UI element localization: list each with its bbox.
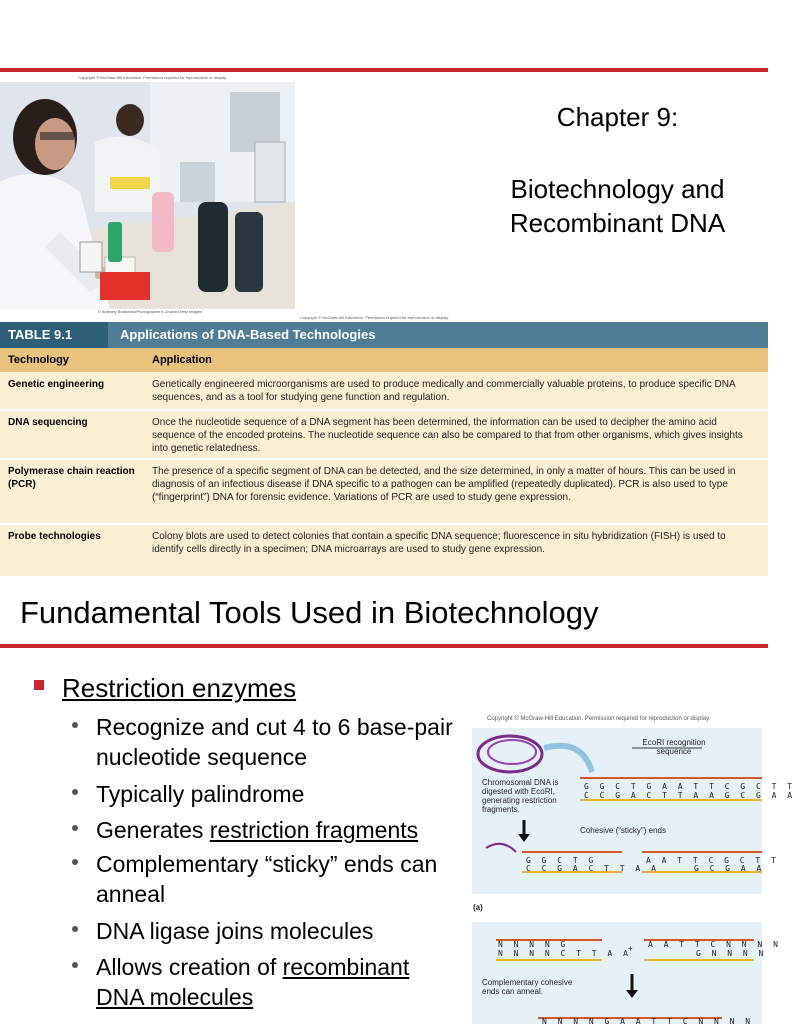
recognition-label: EcoRI recognition sequence (642, 738, 706, 756)
sequence-bottom: C C G A C T T A A G C G A A (584, 791, 795, 800)
photo-copyright: Copyright © McGraw-Hill Education. Permission required for reproduction or display. (78, 75, 227, 80)
n-joined: N N N N G A A T T C N N N N (542, 1017, 754, 1026)
fragment-right-bottom: G C G A A (694, 864, 765, 873)
sequence-top: G G C T G A A T T C G C T T (584, 782, 795, 791)
bullet-dot-icon (72, 859, 78, 865)
bullet-fragments (96, 815, 466, 845)
lab-photo-illustration (0, 82, 295, 309)
column-technology: Technology (8, 354, 69, 366)
row-application: Once the nucleotide sequence of a DNA segment has been determined, the information can be used to decipher the amino acid sequence of the encoded proteins. The nucleotide sequence can also be compared to that from other organisms, which gives insights into genetic relatedness. (152, 417, 743, 454)
row-technology: Probe technologies (8, 531, 101, 542)
fragment-left-top: G G C T G (526, 856, 597, 865)
bullet-dot-icon (72, 825, 78, 831)
chapter-title: Chapter 9: (556, 102, 679, 132)
dna-strands-b (472, 922, 762, 1024)
n-left-bottom: N N N N C T T A A (498, 949, 631, 958)
table-number: TABLE 9.1 (0, 322, 108, 348)
restriction-fragments-term: restriction fragments (209, 817, 419, 843)
table-title: Applications of DNA-Based Technologies (120, 327, 376, 342)
table-header-bar (0, 322, 768, 348)
fragment-right-top: A A T T C G C T T (646, 856, 779, 865)
top-rule (0, 68, 768, 72)
table-row (0, 410, 768, 460)
row-technology: DNA sequencing (8, 417, 88, 428)
ecori-diagram-b (472, 922, 781, 1026)
bullet-dot-icon (72, 722, 78, 728)
bullet-dot-icon (72, 926, 78, 932)
row-technology: Genetic engineering (8, 379, 105, 390)
row-application: Colony blots are used to detect colonies that contain a specific DNA sequence; fluorescence in situ hybridization (FISH) is used to identify cells directly in a specimen; DNA microarrays are used to study gene expression. (152, 531, 726, 555)
bullet-palindrome: Typically palindrome (96, 781, 305, 807)
column-application: Application (152, 354, 212, 366)
row-application: Genetically engineered microorganisms are used to produce medically and commercially valuable proteins, to produce specific DNA sequences, and as a tool for studying gene function and regulation. (152, 379, 736, 403)
section-rule (0, 644, 768, 648)
diagram-copyright: Copyright © McGraw-Hill Education. Permission required for reproduction or display. (487, 716, 711, 722)
panel-label-a: (a) (473, 903, 483, 912)
table-row (0, 459, 768, 523)
anneal-caption: Complementary cohesive ends can anneal. (482, 978, 573, 996)
chapter-subtitle-line1: Biotechnology and (510, 174, 725, 204)
bullet-recombinant (96, 952, 456, 1012)
table-column-headers (0, 348, 768, 372)
cohesive-ends-label: Cohesive (“sticky") ends (580, 826, 666, 835)
fragment-left-bottom: C C G A C T T A A (526, 864, 659, 873)
table-row (0, 524, 768, 574)
section-heading: Fundamental Tools Used in Biotechnology (20, 595, 599, 630)
n-right-bottom: G N N N N (696, 949, 767, 958)
n-right-top: A A T T C N N N N (648, 940, 781, 949)
bullet-fragments-text: Generates (96, 817, 210, 843)
bullet-restriction-enzymes: Restriction enzymes (62, 673, 297, 703)
photo-credit: © Anthony Bradshaw/Photographer's Choice/Getty Images (98, 309, 202, 314)
applications-table (0, 322, 768, 576)
ecori-diagram-a (472, 728, 795, 894)
row-technology: Polymerase chain reaction (PCR) (8, 466, 135, 490)
chapter-subtitle-line2: Recombinant DNA (509, 208, 726, 238)
bullet-ligase: DNA ligase joins molecules (96, 918, 374, 944)
n-left-top: N N N N G (498, 940, 569, 949)
bullet-recognize: Recognize and cut 4 to 6 base-pair nucleotide sequence (96, 714, 453, 770)
bullet-dot-icon (72, 789, 78, 795)
bullet-recombinant-text: Allows creation of (96, 954, 283, 980)
table-copyright: Copyright © McGraw-Hill Education. Permission required for reproduction or display. (300, 315, 449, 320)
plus-sign: + (628, 944, 633, 953)
table-row (0, 372, 768, 408)
bullet-sticky-ends: Complementary “sticky” ends can anneal (96, 851, 438, 907)
square-bullet-icon (34, 680, 44, 690)
chromosome-caption: Chromosomal DNA is digested with EcoRI, generating restriction fragments. (482, 778, 559, 814)
recombinant-dna-term: recombinant DNA molecules (96, 954, 410, 1010)
lab-photo (0, 82, 295, 309)
row-application: The presence of a specific segment of DNA can be detected, and the size determined, in only a matter of hours. This can be used in diagnosis of an infectious disease if DNA specific to a pathogen can be amplified (repeatedly duplicated). PCR is also used to type (“fingerprint”) DNA for forensic evidence. Variations of PCR are used to study gene expression. (152, 466, 736, 503)
bullet-dot-icon (72, 962, 78, 968)
